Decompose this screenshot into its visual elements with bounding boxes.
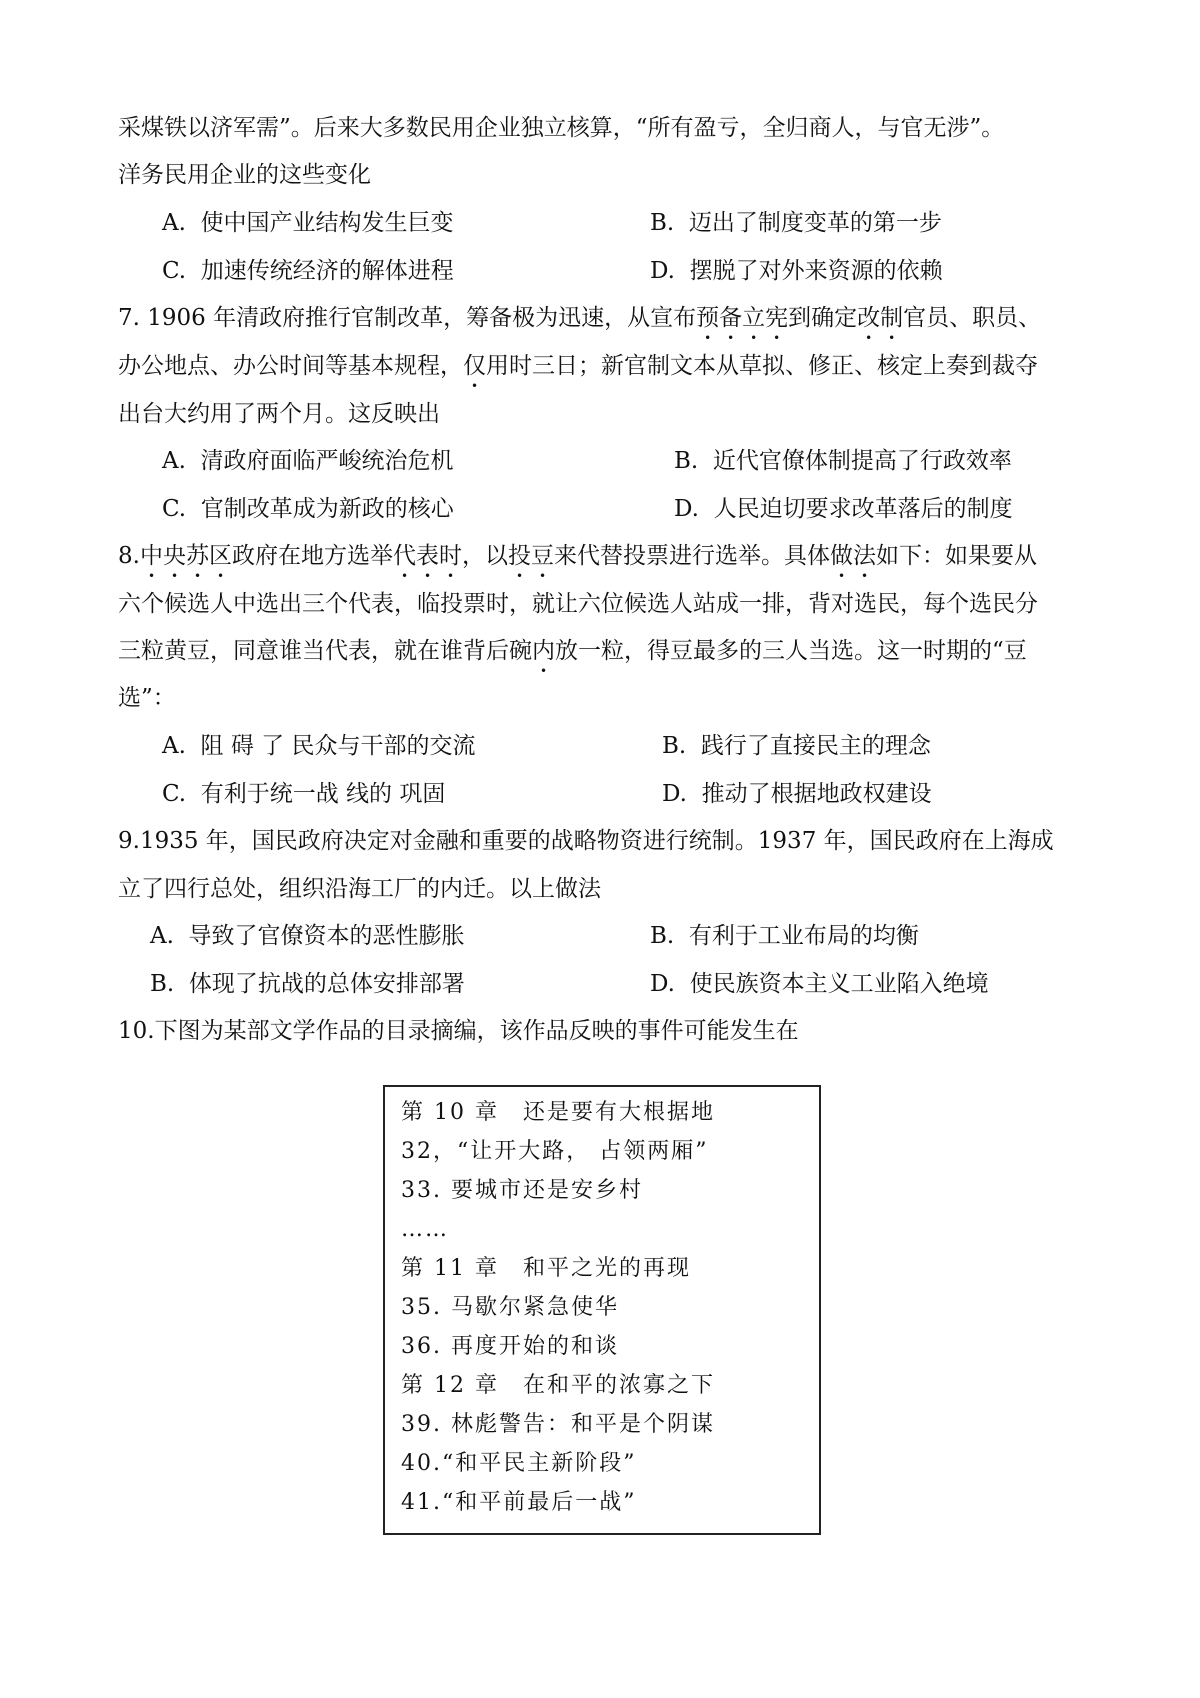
q7-option-d[interactable] [674,494,1013,524]
q9-option-c[interactable] [150,969,465,999]
emphasis-text: 预备立宪 [696,305,789,331]
option-text: 阻 碍 了 民众与干部的交流 [200,733,476,759]
option-letter: A. [162,733,186,759]
q7-option-c[interactable] [162,494,454,524]
q6-option-d[interactable] [650,256,943,286]
q7-option-b[interactable] [674,446,1012,476]
q8-option-d[interactable] [662,779,932,809]
option-letter: B. [650,210,675,236]
toc-line: 41.“和平前最后一战” [401,1490,637,1515]
q8-option-a[interactable] [162,731,475,761]
option-text: 清政府面临严峻统治危机 [200,448,454,474]
option-letter: B. [674,448,699,474]
option-letter: C. [162,258,187,284]
option-text: 近代官僚体制提高了行政效率 [712,448,1012,474]
option-text: 加速传统经济的解体进程 [200,258,454,284]
q6-stem-line-2: 洋务民用企业的这些变化 [118,162,371,188]
option-text: 摆脱了对外来资源的依赖 [689,258,943,284]
toc-line: …… [401,1217,449,1242]
option-text: 使中国产业结构发生巨变 [200,210,454,236]
option-text: 官制改革成为新政的核心 [200,496,454,522]
q9-stem-line-1: 9.1935 年，国民政府决定对金融和重要的战略物资进行统制。1937 年，国民政府在上海成 [118,828,1054,854]
q6-option-c[interactable] [162,256,454,286]
option-text: 有利于工业布局的均衡 [688,923,919,949]
toc-line: 第 10 章 还是要有大根据地 [401,1100,715,1125]
emphasis-text: 内 [532,638,555,664]
option-letter: B. [150,971,175,997]
toc-excerpt-box [383,1085,821,1535]
toc-line: 32，“让开大路， 占领两厢” [401,1139,709,1164]
q8-option-c[interactable] [162,779,445,809]
q9-option-a[interactable] [150,921,465,951]
emphasis-text: 仅 [463,353,486,379]
q7-option-a[interactable] [162,446,454,476]
emphasis-text: 中央苏区 [139,543,232,569]
toc-line: 第 11 章 和平之光的再现 [401,1256,691,1281]
option-text: 导致了官僚资本的恶性膨胀 [188,923,465,949]
option-text: 有利于统一战 线的 巩固 [200,781,446,807]
option-letter: C. [162,496,187,522]
q6-option-b[interactable] [650,208,942,238]
q9-option-b[interactable] [650,921,919,951]
q8-stem-line-3: 三粒黄豆，同意谁当代表，就在谁背后碗内放一粒，得豆最多的三人当选。这一时期的“豆 [118,638,1027,664]
q8-stem-line-1: 8.中央苏区政府在地方选举代表时，以投豆来代替投票进行选举。具体做法如下：如果要从 [118,543,1037,569]
q8-stem-line-4: 选”： [118,685,176,711]
emphasis-text: 投豆 [507,543,554,569]
option-text: 体现了抗战的总体安排部署 [188,971,465,997]
option-letter: A. [150,923,174,949]
option-letter: D. [662,781,687,807]
q9-option-d[interactable] [650,969,989,999]
q8-stem-line-2: 六个候选人中选出三个代表，临投票时，就让六位候选人站成一排，背对选民，每个选民分 [118,591,1038,617]
q10-stem-line-1: 10.下图为某部文学作品的目录摘编，该作品反映的事件可能发生在 [118,1018,799,1044]
q7-stem-line-3: 出台大约用了两个月。这反映出 [118,401,440,427]
toc-line: 35. 马歇尔紧急使华 [401,1295,619,1320]
option-text: 推动了根据地政权建设 [701,781,932,807]
option-letter: A. [162,448,186,474]
toc-line: 40.“和平民主新阶段” [401,1451,637,1476]
option-letter: D. [674,496,699,522]
emphasis-text: 做法 [829,543,876,569]
emphasis-text: 代表时 [392,543,462,569]
toc-line: 39. 林彪警告：和平是个阴谋 [401,1412,715,1437]
emphasis-text: 改制 [857,305,904,331]
q9-stem-line-2: 立了四行总处，组织沿海工厂的内迁。以上做法 [118,876,601,902]
q6-stem-line-1: 采煤铁以济军需”。后来大多数民用企业独立核算，“所有盈亏，全归商人，与官无涉”。 [118,115,1005,141]
option-letter: D. [650,971,675,997]
toc-line: 36. 再度开始的和谈 [401,1334,619,1359]
q6-option-a[interactable] [162,208,454,238]
option-letter: D. [650,258,675,284]
option-letter: A. [162,210,186,236]
q8-option-b[interactable] [662,731,931,761]
option-text: 使民族资本主义工业陷入绝境 [689,971,989,997]
option-letter: B. [662,733,687,759]
option-text: 迈出了制度变革的第一步 [688,210,942,236]
option-letter: B. [650,923,675,949]
q7-stem-line-1: 7. 1906 年清政府推行官制改革，筹备极为迅速，从宣布预备立宪到确定改制官员、职员、 [118,305,1042,331]
option-text: 践行了直接民主的理念 [700,733,931,759]
toc-line: 33. 要城市还是安乡村 [401,1178,643,1203]
toc-line: 第 12 章 在和平的浓寡之下 [401,1373,715,1398]
option-letter: C. [162,781,187,807]
q7-stem-line-2: 办公地点、办公时间等基本规程，仅用时三日；新官制文本从草拟、修正、核定上奏到裁夺 [118,353,1038,379]
option-text: 人民迫切要求改革落后的制度 [713,496,1013,522]
